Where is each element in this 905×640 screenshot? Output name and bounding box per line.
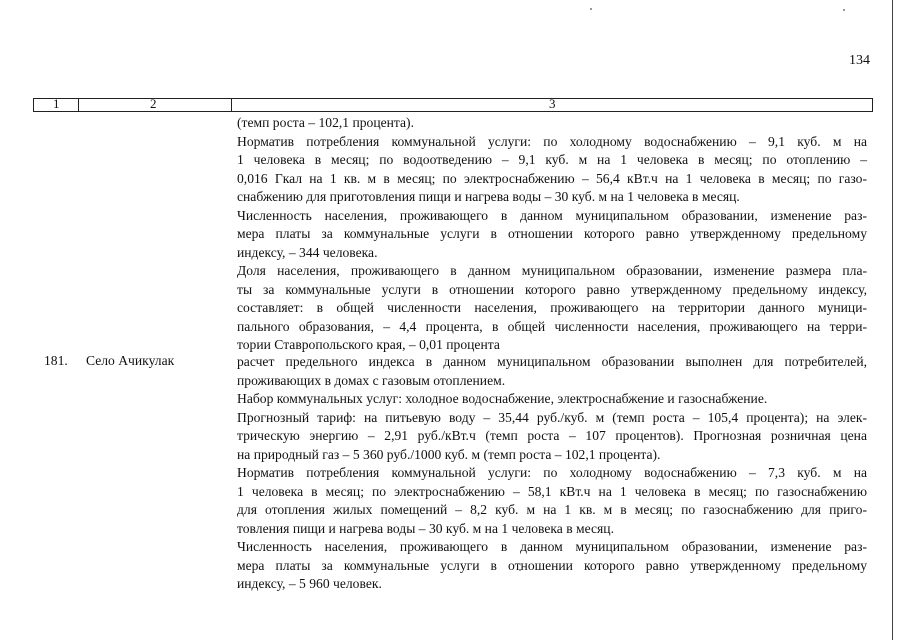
entry-180-continuation bbox=[237, 114, 867, 355]
text-line: товления пищи и нагрева воды – 30 куб. м на 1 человека в месяц. bbox=[237, 520, 614, 536]
text-line: мера платы за коммунальные услуги в отношении которого равно утвержденному предельному bbox=[237, 226, 867, 241]
text-line: пального образования, – 4,4 процента, в общей численности населения, проживающего на терри- bbox=[237, 318, 867, 334]
text-line: индексу, – 5 960 человек. bbox=[237, 576, 382, 591]
text-line: Набор коммунальных услуг: холодное водоснабжение, электроснабжение и газоснабжение. bbox=[237, 391, 768, 406]
text-line: 1 человека в месяц; по электроснабжению – 58,1 кВт.ч на 1 человека в месяц; по газоснабжению bbox=[237, 483, 867, 499]
entry-number: 181. bbox=[44, 353, 68, 368]
column-separator bbox=[78, 99, 79, 111]
page-number: 134 bbox=[849, 53, 870, 68]
text-line: для отопления жилых помещений – 8,2 куб. м на 1 кв. м в месяц; по газоснабжению для приго- bbox=[237, 502, 867, 517]
column-header-3: 3 bbox=[549, 96, 556, 111]
column-header-row bbox=[33, 98, 873, 112]
entry-181-text bbox=[237, 353, 867, 594]
column-header-1: 1 bbox=[53, 96, 60, 111]
text-line: мера платы за коммунальные услуги в отношении которого равно утвержденному предельному bbox=[237, 557, 867, 573]
text-line: ты за коммунальные услуги в отношении которого равно утвержденному предельному индексу, bbox=[237, 281, 867, 297]
text-line: проживающих в домах с газовым отоплением. bbox=[237, 372, 506, 388]
text-line: 0,016 Гкал на 1 кв. м в месяц; по электроснабжению – 56,4 кВт.ч на 1 человека в месяц; по газо- bbox=[237, 170, 867, 186]
text-line: индексу, – 344 человека. bbox=[237, 244, 378, 260]
text-line: трическую энергию – 2,91 руб./кВт.ч (темп роста – 107 процентов). Прогнозная розничная цена bbox=[237, 428, 867, 443]
scan-speck bbox=[590, 8, 592, 10]
text-line: снабжению для приготовления пищи и нагрева воды – 30 куб. м на 1 человека в месяц. bbox=[237, 189, 740, 204]
text-line: Прогнозный тариф: на питьевую воду – 35,44 руб./куб. м (темп роста – 105,4 процента); на элек- bbox=[237, 409, 867, 425]
text-line: на природный газ – 5 360 руб./1000 куб. м (темп роста – 102,1 процента). bbox=[237, 446, 661, 462]
text-line: Численность населения, проживающего в данном муниципальном образовании, изменение раз- bbox=[237, 207, 867, 223]
column-header-2: 2 bbox=[150, 96, 157, 111]
text-line: Норматив потребления коммунальной услуги: по холодному водоснабжению – 7,3 куб. м на bbox=[237, 465, 867, 480]
text-line: тории Ставропольского края, – 0,01 процента bbox=[237, 337, 500, 352]
text-line: Численность населения, проживающего в данном муниципальном образовании, изменение раз- bbox=[237, 539, 867, 554]
text-line: Доля населения, проживающего в данном муниципальном образовании, изменение размера пла- bbox=[237, 263, 867, 278]
text-line: составляет: в общей численности населения, проживающего на территории данного муници- bbox=[237, 300, 867, 315]
settlement-name: Село Ачикулак bbox=[86, 353, 175, 368]
scan-edge-line bbox=[892, 0, 893, 640]
text-line: расчет предельного индекса в данном муниципальном образовании выполнен для потребителей, bbox=[237, 354, 867, 369]
text-line: (темп роста – 102,1 процента). bbox=[237, 115, 414, 130]
scan-speck bbox=[843, 9, 845, 11]
text-line: Норматив потребления коммунальной услуги: по холодному водоснабжению – 9,1 куб. м на bbox=[237, 133, 867, 149]
text-line: 1 человека в месяц; по водоотведению – 9,1 куб. м на 1 человека в месяц; по отоплению – bbox=[237, 152, 867, 167]
column-separator bbox=[231, 99, 232, 111]
